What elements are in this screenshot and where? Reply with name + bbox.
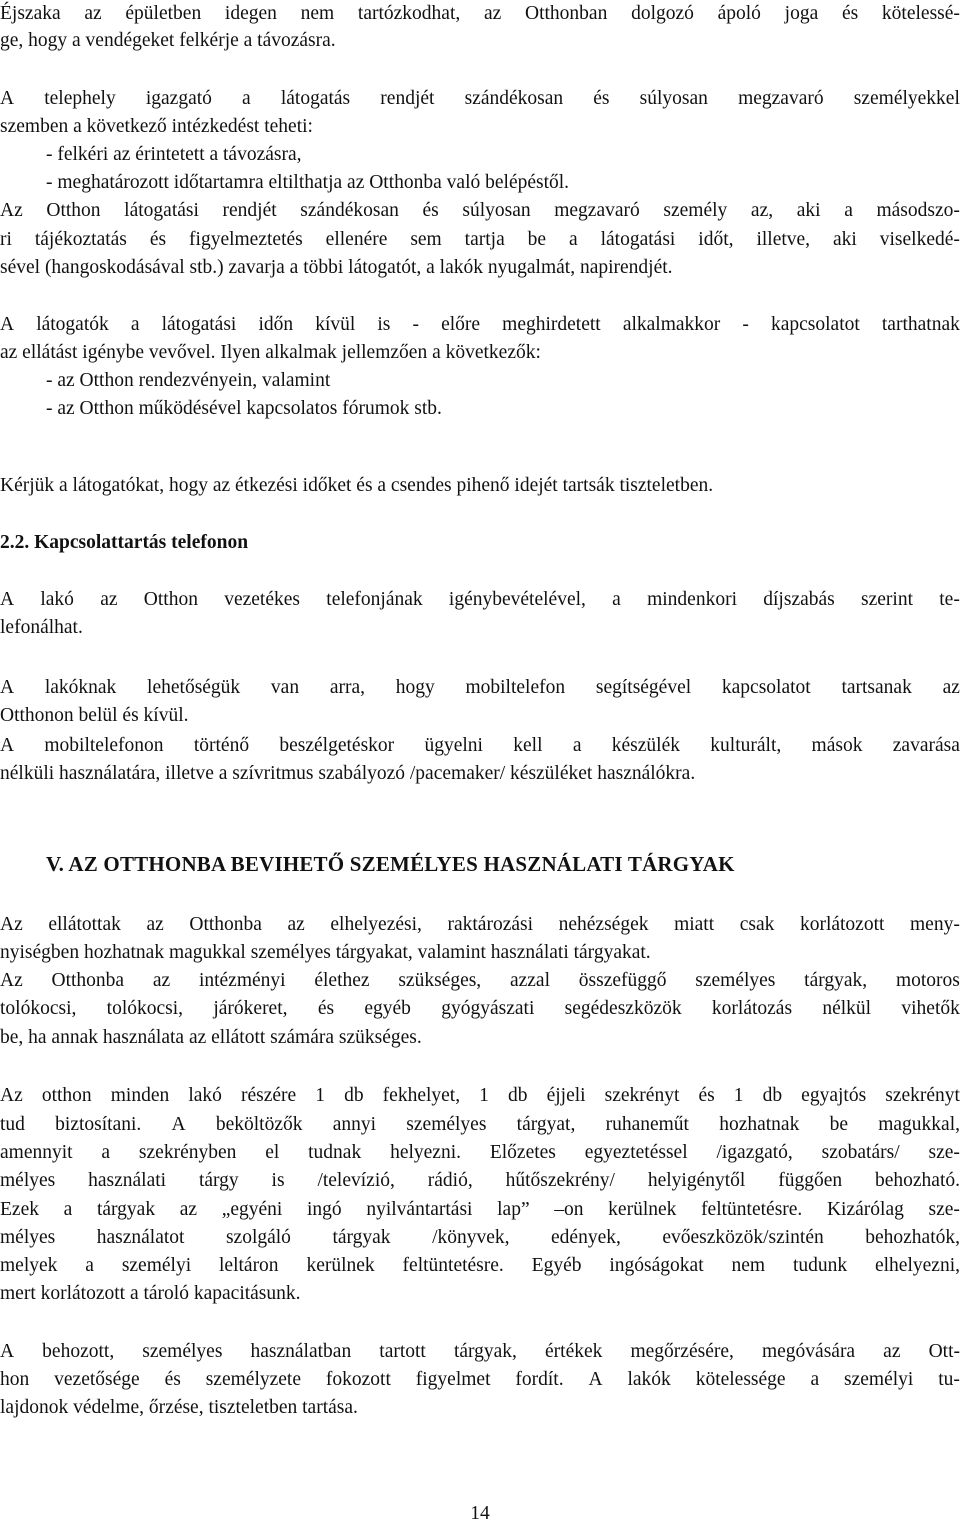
text-line: melyek a személyi leltáron kerülnek feltüntetésre. Egyéb ingóságokat nem tudunk elhelyezni, [0,1255,960,1276]
list-item: - felkéri az érintetett a távozásra, [46,144,302,165]
text-line: Az ellátottak az Otthonba az elhelyezési, raktározási nehézségek miatt csak korlátozott meny- [0,914,960,935]
text-line: A mobiltelefonon történő beszélgetéskor ügyelni kell a készülék kulturált, mások zavarása [0,735,960,756]
list-item: - meghatározott időtartamra eltilthatja az Otthonba való belépéstől. [46,172,570,193]
text-line: amennyit a szekrényben el tudnak helyezni. Előzetes egyeztetéssel /igazgató, szobatárs/ sze- [0,1142,960,1163]
text-line: lefonálhat. [0,617,83,638]
text-line: az ellátást igénybe vevővel. Ilyen alkalmak jellemzően a következők: [0,342,541,363]
text-line: mélyes használatot szolgáló tárgyak /könyvek, edények, evőeszközök/szintén behozhatók, [0,1227,960,1248]
list-item: - az Otthon rendezvényein, valamint [46,370,331,391]
text-line: ge, hogy a vendégeket felkérje a távozásra. [0,30,336,51]
text-line: A behozott, személyes használatban tartott tárgyak, értékek megőrzésére, megóvására az Ott- [0,1341,960,1362]
text-line: Ezek a tárgyak az „egyéni ingó nyilvántartási lap” –on kerülnek feltüntetésre. Kizárólag sze- [0,1199,960,1220]
text-line: A lakó az Otthon vezetékes telefonjának igénybevételével, a mindenkori díjszabás szerint te- [0,589,960,610]
text-line: ri tájékoztatás és figyelmeztetés ellenére sem tartja be a látogatási időt, illetve, aki viselkedé- [0,229,960,250]
text-line: mert korlátozott a tároló kapacitásunk. [0,1283,301,1304]
text-line: Éjszaka az épületben idegen nem tartózkodhat, az Otthonban dolgozó ápoló joga és kötelessé- [0,3,960,24]
text-line: Az otthon minden lakó részére 1 db fekhelyet, 1 db éjjeli szekrényt és 1 db egyajtós szekrényt [0,1085,960,1106]
text-line: mélyes használati tárgy is /televízió, rádió, hűtőszekrény/ helyigénytől függően behozható. [0,1170,960,1191]
text-line: lajdonok védelme, őrzése, tiszteletben tartása. [0,1397,358,1418]
section-heading: 2.2. Kapcsolattartás telefonon [0,532,249,553]
text-line: Az Otthon látogatási rendjét szándékosan és súlyosan megzavaró személy az, aki a másodszo- [0,200,960,221]
text-line: be, ha annak használata az ellátott számára szükséges. [0,1027,422,1048]
text-line: sével (hangoskodásával stb.) zavarja a többi látogatót, a lakók nyugalmát, napirendjét. [0,257,673,278]
text-line: nélküli használatára, illetve a szívritmus szabályozó /pacemaker/ készüléket használókra. [0,763,696,784]
page-number: 14 [470,1503,490,1524]
text-line: Kérjük a látogatókat, hogy az étkezési időket és a csendes pihenő idejét tartsák tiszteletben. [0,475,714,496]
text-line: A telephely igazgató a látogatás rendjét szándékosan és súlyosan megzavaró személyekkel [0,88,960,109]
text-line: A látogatók a látogatási időn kívül is - előre meghirdetett alkalmakkor - kapcsolatot tarthatnak [0,314,960,335]
text-line: tud biztosítani. A beköltözők annyi személyes tárgyat, ruhaneműt hozhatnak be magukkal, [0,1114,960,1135]
text-line: nyiségben hozhatnak magukkal személyes tárgyakat, valamint használati tárgyakat. [0,942,651,963]
text-line: Az Otthonba az intézményi élethez szükséges, azzal összefüggő személyes tárgyak, motoros [0,970,960,991]
list-item: - az Otthon működésével kapcsolatos fórumok stb. [46,398,442,419]
chapter-heading: V. AZ OTTHONBA BEVIHETŐ SZEMÉLYES HASZNÁLATI TÁRGYAK [46,852,735,876]
text-line: hon vezetősége és személyzete fokozott figyelmet fordít. A lakók kötelessége a személyi tu- [0,1369,960,1390]
text-line: szemben a következő intézkedést teheti: [0,116,313,137]
text-line: A lakóknak lehetőségük van arra, hogy mobiltelefon segítségével kapcsolatot tartsanak az [0,677,960,698]
text-line: Otthonon belül és kívül. [0,705,189,726]
text-line: tolókocsi, tolókocsi, járókeret, és egyéb gyógyászati segédeszközök korlátozás nélkül vihetők [0,998,960,1019]
